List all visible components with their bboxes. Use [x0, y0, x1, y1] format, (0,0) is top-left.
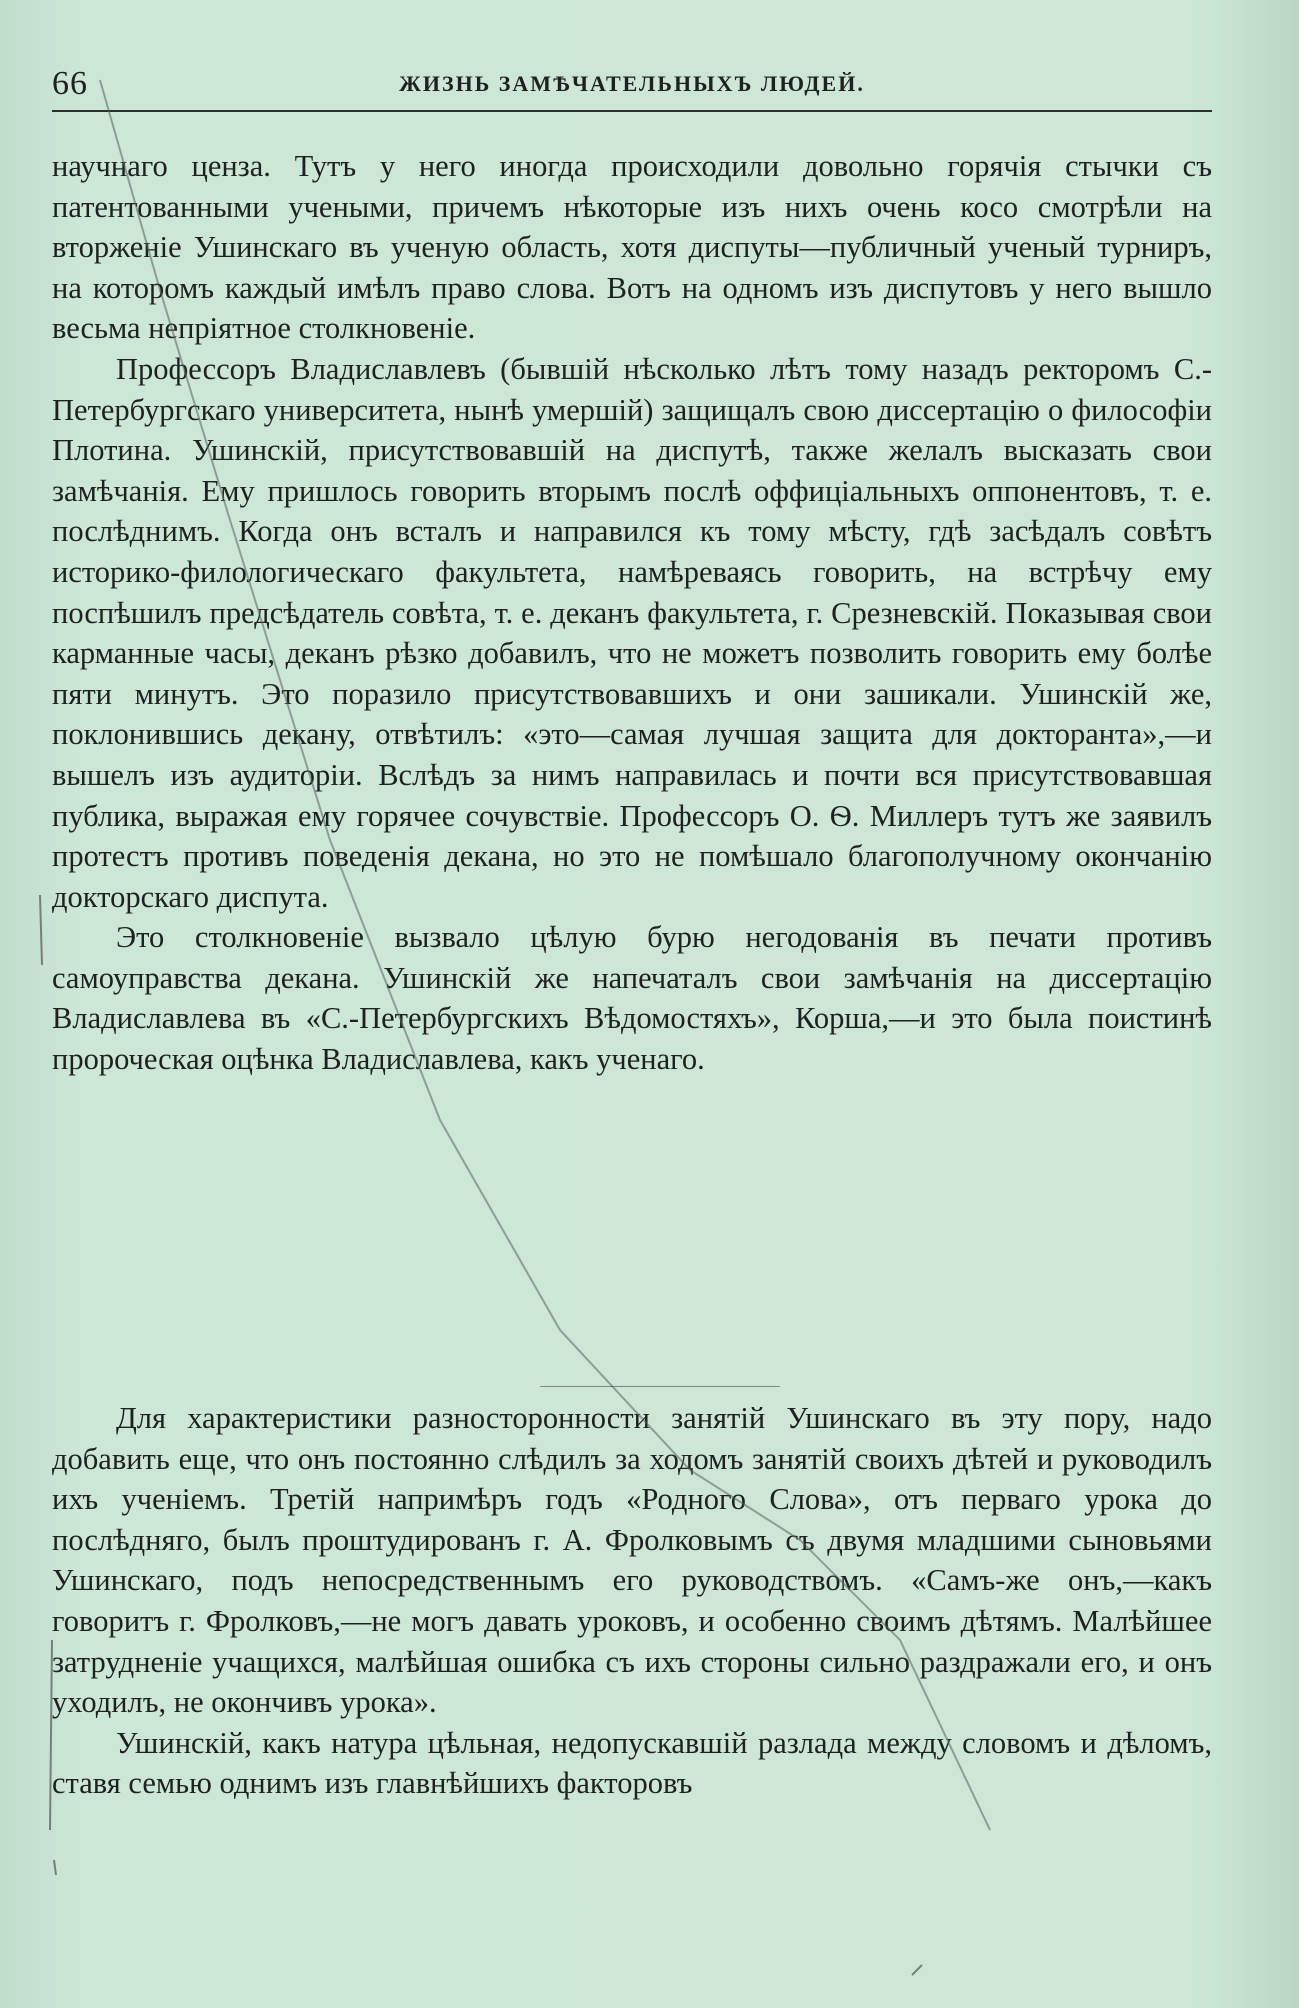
page-number: 66	[52, 65, 88, 102]
paragraph-5: Ушинскій, какъ натура цѣльная, недопускавшій разлада между словомъ и дѣломъ, ставя семью однимъ изъ главнѣйшихъ факторовъ	[52, 1725, 1212, 1801]
paragraph-2: Профессоръ Владиславлевъ (бывшій нѣсколько лѣтъ тому назадъ ректоромъ С.-Петербургскаго университета, нынѣ умершій) защищалъ свою диссертацію о философіи Плотина. Ушинскій, присутствовавшій на диспутѣ, также желалъ высказать свои замѣчанія. Ему пришлось говорить вторымъ послѣ оффиціальныхъ оппонентовъ, т. е. послѣднимъ. Когда онъ всталъ и направился къ тому мѣсту, гдѣ засѣдалъ совѣтъ историко-филологическаго факультета, намѣреваясь говорить, на встрѣчу ему поспѣшилъ предсѣдатель совѣта, т. е. деканъ факультета, г. Срезневскій. Показывая свои карманные часы, деканъ рѣзко добавилъ, что не можетъ позволить говорить ему болѣе пяти минутъ. Это поразило присутствовавшихъ и они зашикали. Ушинскій же, поклонившись декану, отвѣтилъ: «это—самая лучшая защита для докторанта»,—и вышелъ изъ аудиторіи. Вслѣдъ за нимъ направилась и почти вся присутствовавшая публика, выражая ему горячее сочувствіе. Профессоръ О. Ѳ. Миллеръ тутъ же заявилъ протестъ противъ поведенія декана, но это не помѣшало благополучному окончанію докторскаго диспута.	[52, 351, 1212, 914]
section-divider	[540, 1386, 780, 1387]
page-header	[52, 62, 1212, 106]
header-rule	[52, 110, 1212, 112]
text-block-lower	[52, 1398, 1212, 1804]
paragraph-1: научнаго ценза. Тутъ у него иногда происходили довольно горячія стычки съ патентованными учеными, причемъ нѣкоторые изъ нихъ очень косо смотрѣли на вторженіе Ушинскаго въ ученую область, хотя диспуты—публичный ученый турниръ, на которомъ каждый имѣлъ право слова. Вотъ на одномъ изъ диспутовъ у него вышло весьма непріятное столкновеніе.	[52, 149, 1212, 346]
paragraph-3: Это столкновеніе вызвало цѣлую бурю негодованія въ печати противъ самоуправства декана. Ушинскій же напечаталъ свои замѣчанія на диссертацію Владиславлева въ «С.-Петербургскихъ Вѣдомостяхъ», Корша,—и это была поистинѣ пророческая оцѣнка Владиславлева, какъ ученаго.	[52, 920, 1212, 1077]
paragraph-4: Для характеристики разносторонности занятій Ушинскаго въ эту пору, надо добавить еще, что онъ постоянно слѣдилъ за ходомъ занятій своихъ дѣтей и руководилъ ихъ ученіемъ. Третій напримѣръ годъ «Родного Слова», отъ перваго урока до послѣдняго, былъ проштудированъ г. А. Фролковымъ съ двумя младшими сыновьями Ушинскаго, подъ непосредственнымъ его руководствомъ. «Самъ-же онъ,—какъ говоритъ г. Фролковъ,—не могъ давать уроковъ, и особенно своимъ дѣтямъ. Малѣйшее затрудненіе учащихся, малѣйшая ошибка съ ихъ стороны сильно раздражали его, и онъ уходилъ, не окончивъ урока».	[52, 1401, 1212, 1720]
running-title: ЖИЗНЬ ЗАМѢЧАТЕЛЬНЫХЪ ЛЮДЕЙ.	[399, 71, 865, 96]
text-block-upper	[52, 146, 1212, 1080]
